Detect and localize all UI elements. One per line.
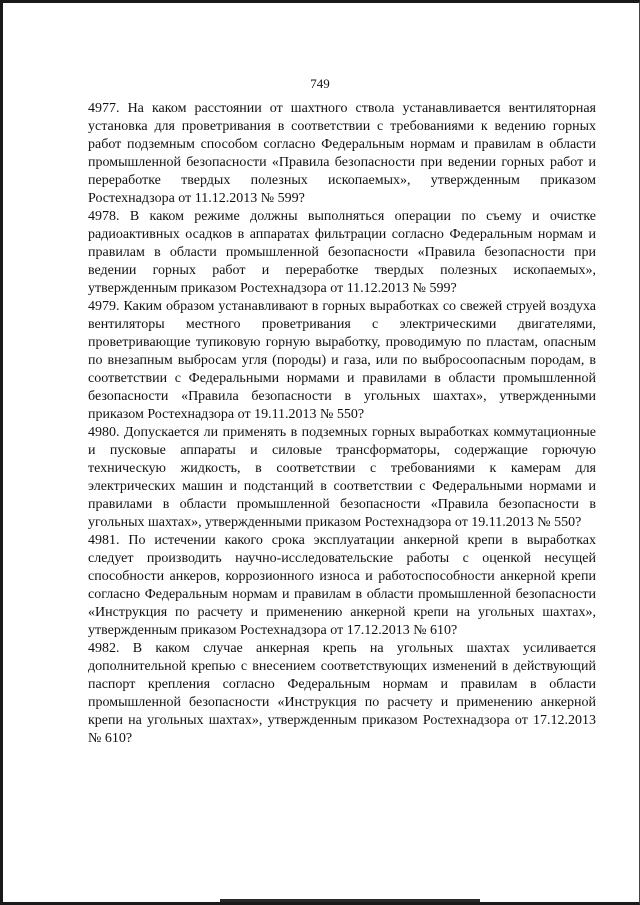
page-number: 749 — [310, 76, 330, 91]
question-4979: 4979. Каким образом устанавливают в горных выработках со свежей струей воздуха вентиляторы местного проветривания с электрическими двигателями, проветривающие тупиковую горную выработку, проводимую по пластам, опасным по внезапным выбросам угля (породы) и газа, или по выбросоопасным породам, в соответствии с Федеральными нормами и правилами в области промышленной безопасности «Правила безопасности в угольных шахтах», утвержденными приказом Ростехнадзора от 19.11.2013 № 550? — [88, 299, 596, 422]
question-4981: 4981. По истечении какого срока эксплуатации анкерной крепи в выработках следует производить научно-исследовательские работы с оценкой несущей способности анкеров, коррозионного износа и работоспособности анкерной крепи согласно Федеральным нормам и правилам в области промышленной безопасности «Инструкция по расчету и применению анкерной крепи на угольных шахтах», утвержденным приказом Ростехнадзора от 17.12.2013 № 610? — [88, 533, 596, 638]
question-list — [88, 100, 596, 748]
question-4977: 4977. На каком расстоянии от шахтного ствола устанавливается вентиляторная установка для проветривания в соответствии с требованиями к ведению горных работ подземным способом согласно Федеральным нормам и правилам в области промышленной безопасности «Правила безопасности при ведении горных работ и переработке твердых полезных ископаемых», утвержденным приказом Ростехнадзора от 11.12.2013 № 599? — [88, 101, 596, 206]
question-4978: 4978. В каком режиме должны выполняться операции по съему и очистке радиоактивных осадков в аппаратах фильтрации согласно Федеральным нормам и правилам в области промышленной безопасности «Правила безопасности при ведении горных работ и переработке твердых полезных ископаемых», утвержденным приказом Ростехнадзора от 11.12.2013 № 599? — [88, 209, 596, 296]
scan-edge-mark — [220, 899, 480, 902]
question-4982: 4982. В каком случае анкерная крепь на угольных шахтах усиливается дополнительной крепью с внесением соответствующих изменений в действующий паспорт крепления согласно Федеральным нормам и правилам в области промышленной безопасности «Инструкция по расчету и применению анкерной крепи на угольных шахтах», утвержденным приказом Ростехнадзора от 17.12.2013 № 610? — [88, 641, 596, 746]
question-4980: 4980. Допускается ли применять в подземных горных выработках коммутационные и пусковые аппараты и силовые трансформаторы, содержащие горючую техническую жидкость, в соответствии с требованиями к камерам для электрических машин и подстанций в соответствии с Федеральными нормами и правилами в области промышленной безопасности «Правила безопасности в угольных шахтах», утвержденными приказом Ростехнадзора от 19.11.2013 № 550? — [88, 425, 596, 530]
